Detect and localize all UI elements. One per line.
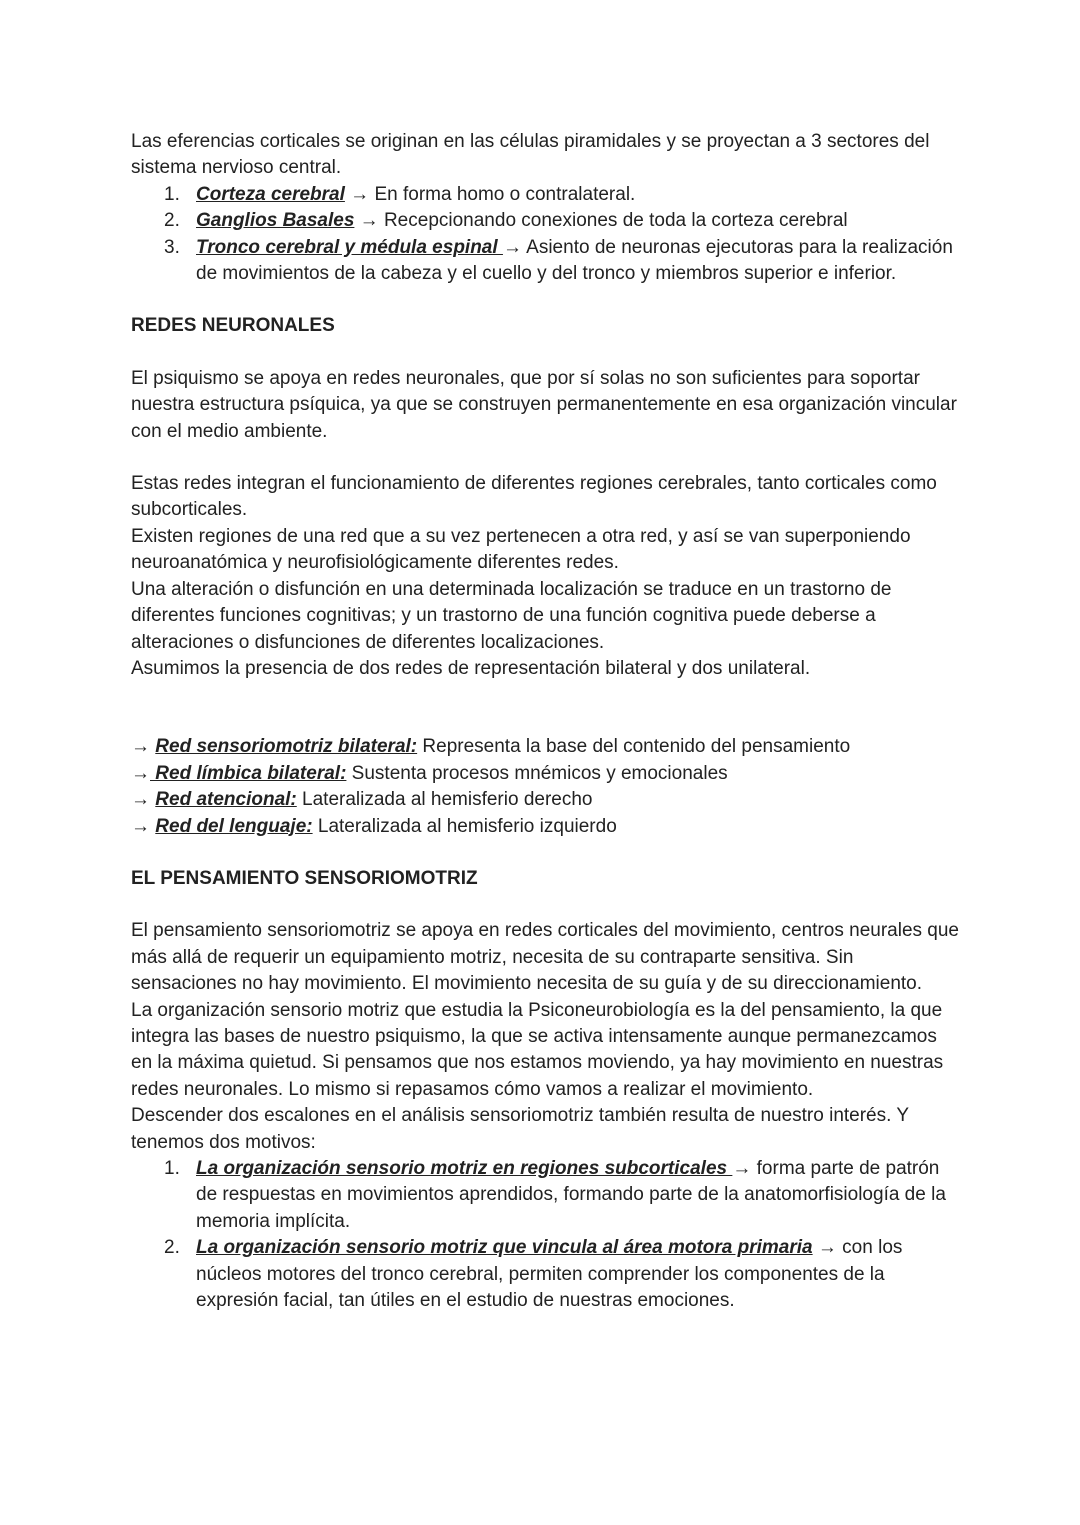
arrow-glyph: →	[131, 762, 150, 784]
list-item	[131, 208, 961, 234]
list-term: Ganglios Basales	[196, 210, 355, 232]
networks-list	[131, 734, 961, 840]
list-term: La organización sensorio motriz que vincula al área motora primaria	[196, 1237, 813, 1259]
list-number: 2.	[164, 1237, 180, 1259]
list-item	[131, 734, 961, 760]
paragraph: Estas redes integran el funcionamiento de diferentes regiones cerebrales, tanto corticales como subcorticales.	[131, 473, 937, 521]
list-item	[131, 1156, 961, 1235]
section-heading-pensamiento: EL PENSAMIENTO SENSORIOMOTRIZ	[131, 867, 478, 889]
list-item	[131, 182, 961, 208]
list-term: Corteza cerebral	[196, 183, 345, 205]
list-term: Red sensoriomotriz bilateral:	[155, 736, 418, 758]
list-number: 1.	[164, 183, 180, 205]
list-text: Lateralizada al hemisferio derecho	[296, 789, 593, 811]
list-text: → Asiento de neuronas ejecutoras para la realización de movimientos de la cabeza y el cuello y del tronco y miembros superior e inferior.	[196, 236, 953, 285]
list-term: Red atencional:	[155, 789, 297, 811]
list-text: Representa la base del contenido del pensamiento	[417, 736, 851, 758]
list-text: → En forma homo o contralateral.	[344, 183, 636, 205]
intro-paragraph: Las eferencias corticales se originan en las células piramidales y se proyectan a 3 sectores del sistema nervioso central.	[131, 131, 930, 179]
paragraph: Una alteración o disfunción en una determinada localización se traduce en un trastorno de diferentes funciones cognitivas; y un trastorno de una función cognitiva puede deberse a alteraciones o disfunciones de diferentes localizaciones.	[131, 578, 892, 653]
list-term: Red del lenguaje:	[155, 815, 313, 837]
list-item	[131, 787, 961, 813]
paragraph: El pensamiento sensoriomotriz se apoya en redes corticales del movimiento, centros neurales que más allá de requerir un equipamiento motriz, necesita de su contraparte sensitiva. Sin sensaciones no hay movimiento. El movimiento necesita de su guía y de su direccionamiento.	[131, 920, 959, 995]
list-number: 2.	[164, 210, 180, 232]
list-text: Lateralizada al hemisferio izquierdo	[312, 815, 617, 837]
paragraph: La organización sensorio motriz que estudia la Psiconeurobiología es la del pensamiento, la que integra las bases de nuestro psiquismo, la que se activa intensamente aunque permanezcamos en la máxima quietud. Si pensamos que nos estamos moviendo, ya hay movimiento en nuestras redes neuronales. Lo mismo si repasamos cómo vamos a realizar el movimiento.	[131, 999, 944, 1100]
list-term: Tronco cerebral y médula espinal	[196, 236, 503, 258]
list-item	[131, 761, 961, 787]
list-number: 3.	[164, 236, 180, 258]
list-item	[131, 235, 961, 288]
paragraph: El psiquismo se apoya en redes neuronales, que por sí solas no son suficientes para soportar nuestra estructura psíquica, ya que se construyen permanentemente en esa organización vincular con el medio ambiente.	[131, 367, 957, 442]
paragraph: Existen regiones de una red que a su vez pertenecen a otra red, y así se van superponiendo neuroanatómica y neurofisiológicamente diferentes redes.	[131, 525, 911, 574]
list-term: La organización sensorio motriz en regiones subcorticales	[196, 1158, 733, 1179]
paragraph: Asumimos la presencia de dos redes de representación bilateral y dos unilateral.	[131, 657, 811, 679]
list-text: → con los núcleos motores del tronco cerebral, permiten comprender los componentes de la expresión facial, tan útiles en el estudio de nuestras emociones.	[196, 1237, 903, 1312]
arrow-glyph: →	[131, 789, 156, 811]
arrow-glyph: →	[131, 736, 156, 758]
list-term: Red límbica bilateral:	[150, 762, 347, 784]
paragraph: Descender dos escalones en el análisis sensoriomotriz también resulta de nuestro interés. Y tenemos dos motivos:	[131, 1105, 909, 1153]
list-text: Sustenta procesos mnémicos y emocionales	[346, 762, 728, 784]
list-text: → forma parte de patrón de respuestas en movimientos aprendidos, formando parte de la anatomorfisiología de la memoria implícita.	[196, 1158, 946, 1232]
list-item	[131, 814, 961, 840]
motives-list	[131, 1156, 961, 1314]
list-number: 1.	[164, 1158, 180, 1179]
document-page	[131, 129, 961, 1314]
list-item	[131, 1235, 961, 1314]
section-heading-redes: REDES NEURONALES	[131, 315, 335, 337]
list-text: → Recepcionando conexiones de toda la corteza cerebral	[354, 210, 848, 232]
efferents-list	[131, 182, 961, 288]
arrow-glyph: →	[131, 815, 156, 837]
